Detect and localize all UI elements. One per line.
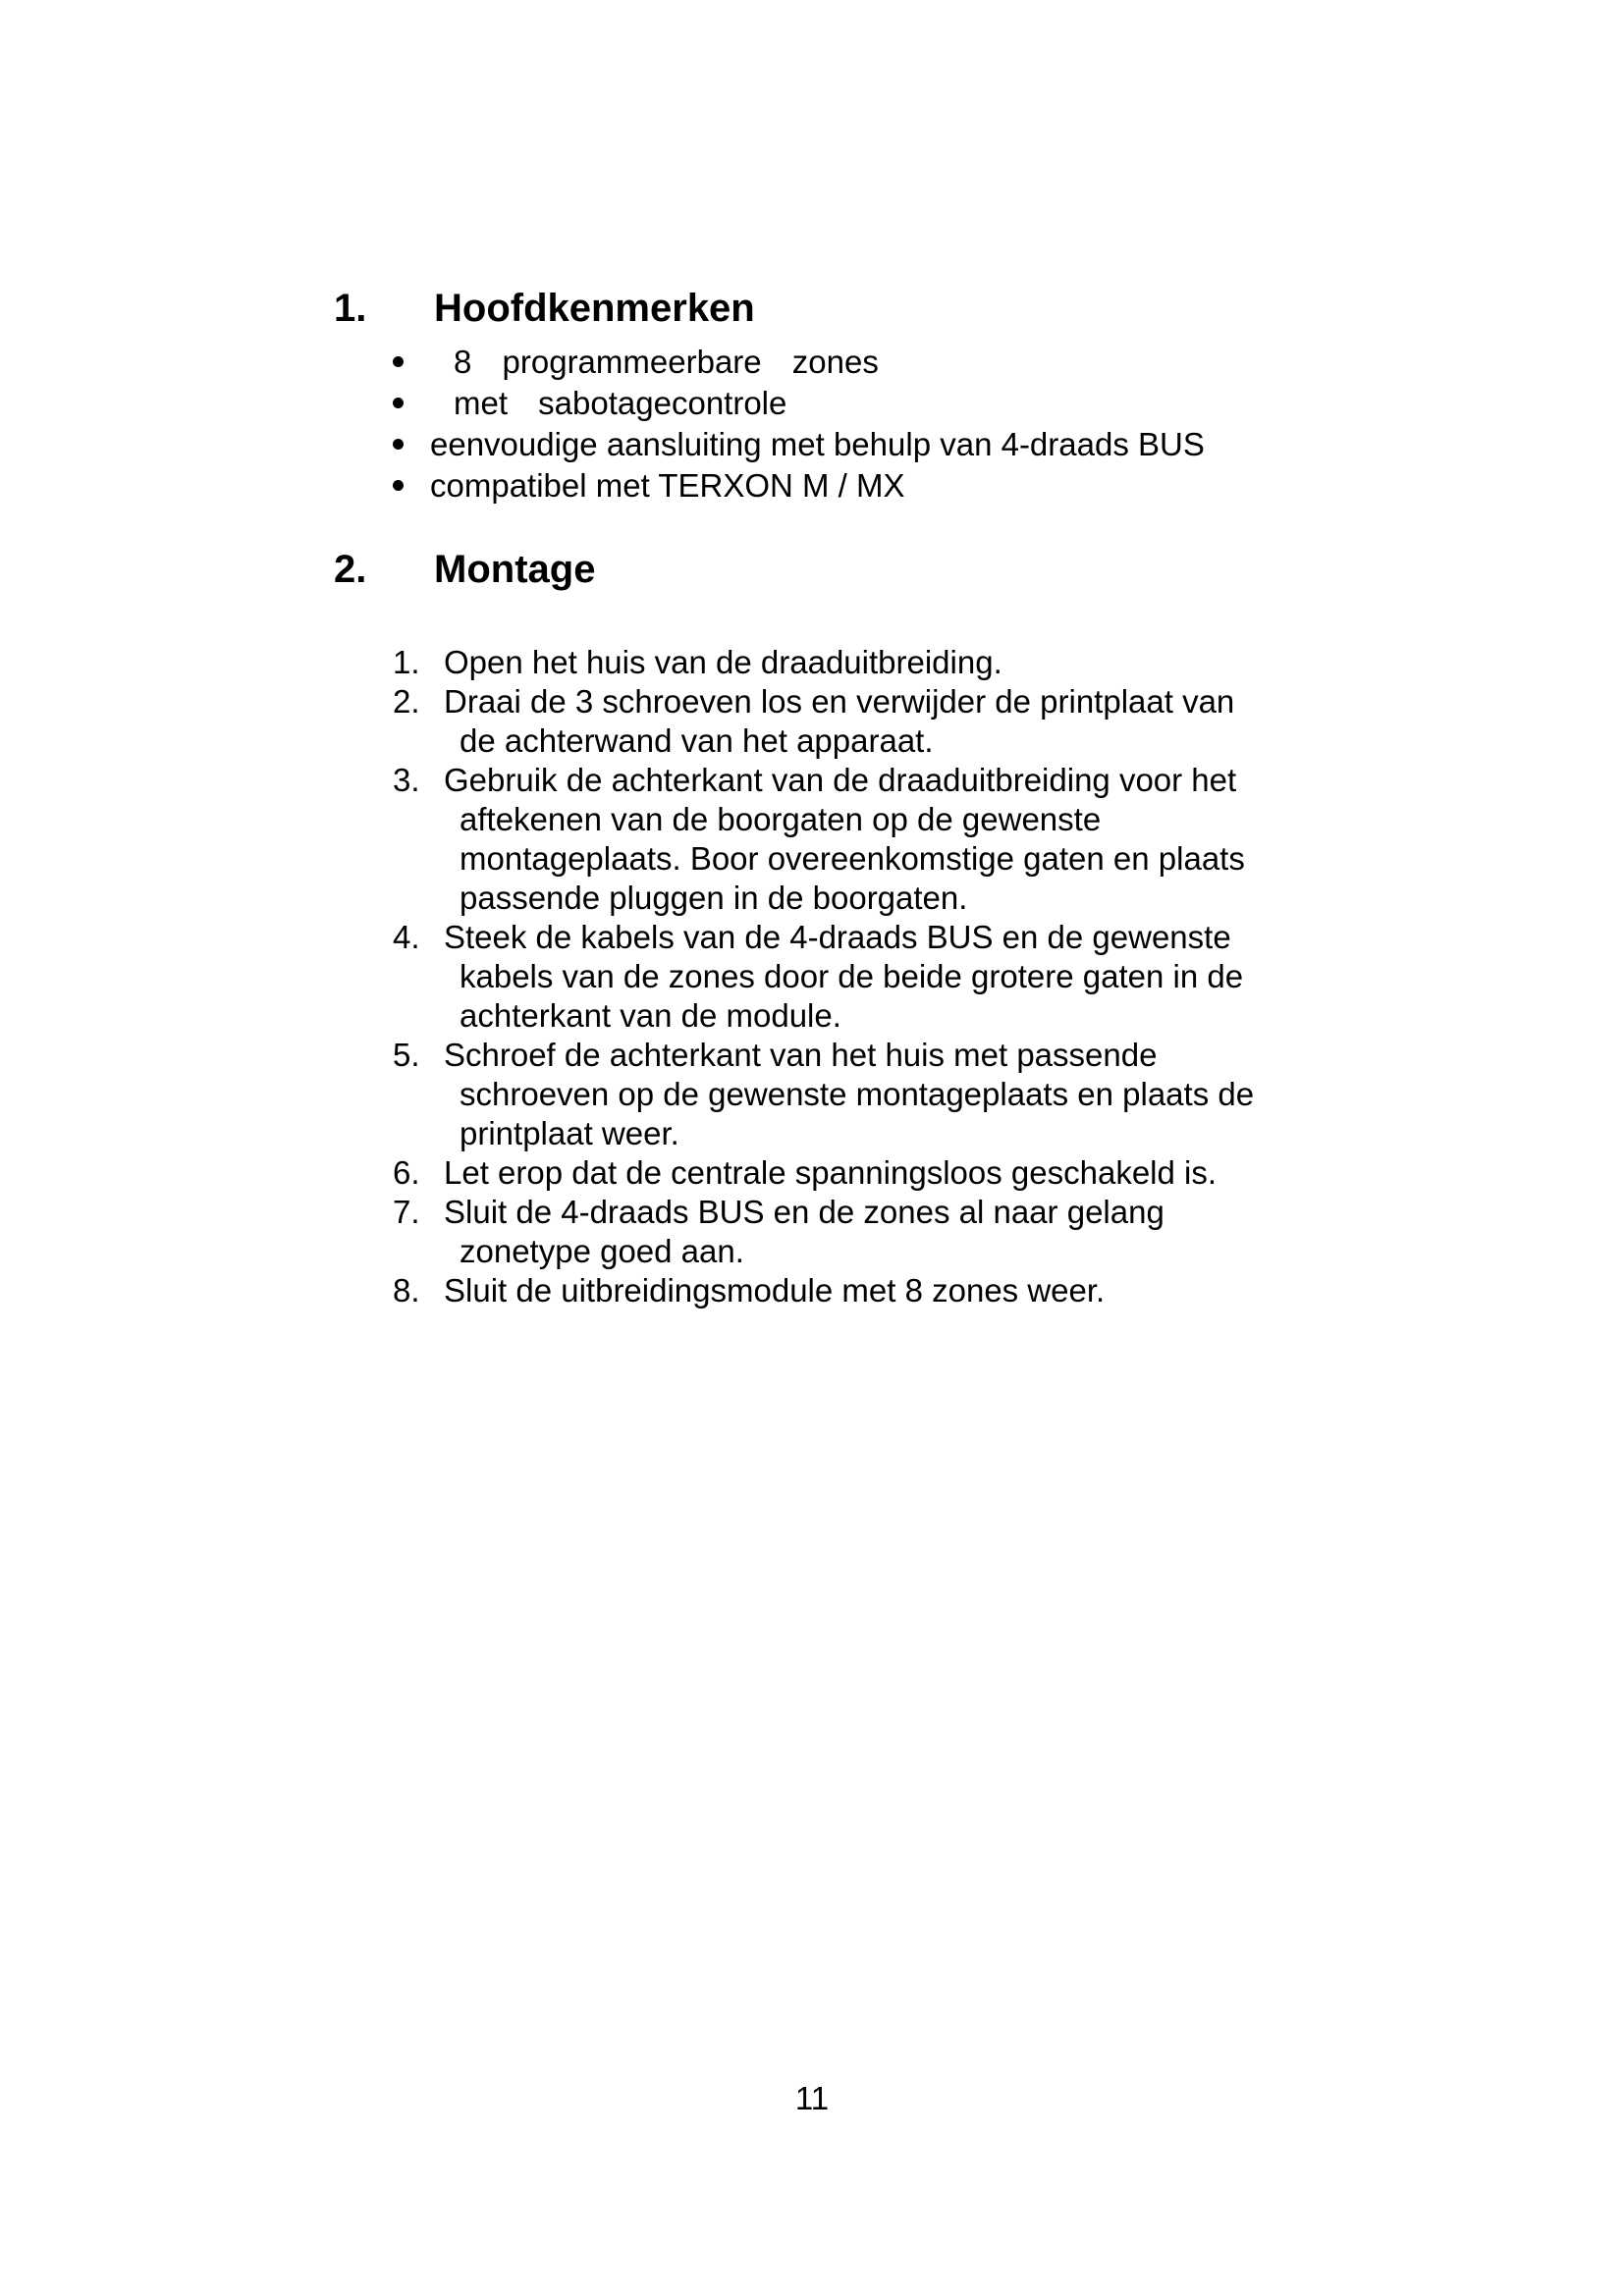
section-1-number: 1.: [334, 287, 367, 330]
step-text: achterkant van de module.: [460, 997, 841, 1034]
section-2-number: 2.: [334, 548, 367, 591]
step-text: Gebruik de achterkant van de draaduitbreiding voor het: [444, 762, 1237, 798]
step-text: aftekenen van de boorgaten op de gewenste: [460, 801, 1102, 837]
list-item: [393, 682, 1335, 761]
bullet-text: 8 programmeerbare zones: [454, 344, 879, 380]
bullet-icon: [393, 356, 404, 367]
step-number: 7.: [393, 1194, 420, 1230]
step-number: 5.: [393, 1037, 420, 1073]
bullet-text: compatibel met TERXON M / MX: [430, 467, 905, 504]
step-number: 2.: [393, 683, 420, 720]
list-item: [393, 424, 1326, 465]
montage-steps-list: [393, 643, 1335, 1310]
step-text: Sluit de 4-draads BUS en de zones al naar gelang: [444, 1194, 1164, 1230]
list-item: [393, 342, 1326, 383]
step-text: passende pluggen in de boorgaten.: [460, 880, 968, 916]
list-item: [393, 1271, 1335, 1310]
section-1-title: Hoofdkenmerken: [434, 287, 755, 330]
step-text: montageplaats. Boor overeenkomstige gaten en plaats: [460, 840, 1245, 877]
step-number: 6.: [393, 1154, 420, 1191]
step-text: Open het huis van de draaduitbreiding.: [444, 644, 1002, 680]
list-item: [393, 1036, 1335, 1153]
step-text: de achterwand van het apparaat.: [460, 722, 934, 759]
step-text: Schroef de achterkant van het huis met passende: [444, 1037, 1158, 1073]
section-2-title: Montage: [434, 548, 596, 591]
step-number: 4.: [393, 919, 420, 955]
step-text: zonetype goed aan.: [460, 1233, 744, 1269]
bullet-icon: [393, 398, 404, 408]
bullet-text: met sabotagecontrole: [454, 385, 787, 421]
step-text: schroeven op de gewenste montageplaats en plaats de: [460, 1076, 1255, 1112]
step-text: Let erop dat de centrale spanningsloos geschakeld is.: [444, 1154, 1218, 1191]
step-text: Draai de 3 schroeven los en verwijder de printplaat van: [444, 683, 1235, 720]
list-item: [393, 761, 1335, 918]
list-item: [393, 465, 1326, 507]
list-item: [393, 643, 1335, 682]
bullet-icon: [393, 439, 404, 450]
step-number: 8.: [393, 1272, 420, 1308]
list-item: [393, 918, 1335, 1036]
step-text: Sluit de uitbreidingsmodule met 8 zones weer.: [444, 1272, 1106, 1308]
bullet-icon: [393, 480, 404, 491]
features-list: [393, 342, 1326, 507]
step-number: 3.: [393, 762, 420, 798]
page-number: 11: [794, 2080, 830, 2116]
step-number: 1.: [393, 644, 420, 680]
list-item: [393, 1193, 1335, 1271]
step-text: kabels van de zones door de beide grotere gaten in de: [460, 958, 1244, 994]
list-item: [393, 383, 1326, 424]
step-text: printplaat weer.: [460, 1115, 679, 1151]
step-text: Steek de kabels van de 4-draads BUS en de gewenste: [444, 919, 1231, 955]
bullet-text: eenvoudige aansluiting met behulp van 4-draads BUS: [430, 426, 1205, 462]
list-item: [393, 1153, 1335, 1193]
